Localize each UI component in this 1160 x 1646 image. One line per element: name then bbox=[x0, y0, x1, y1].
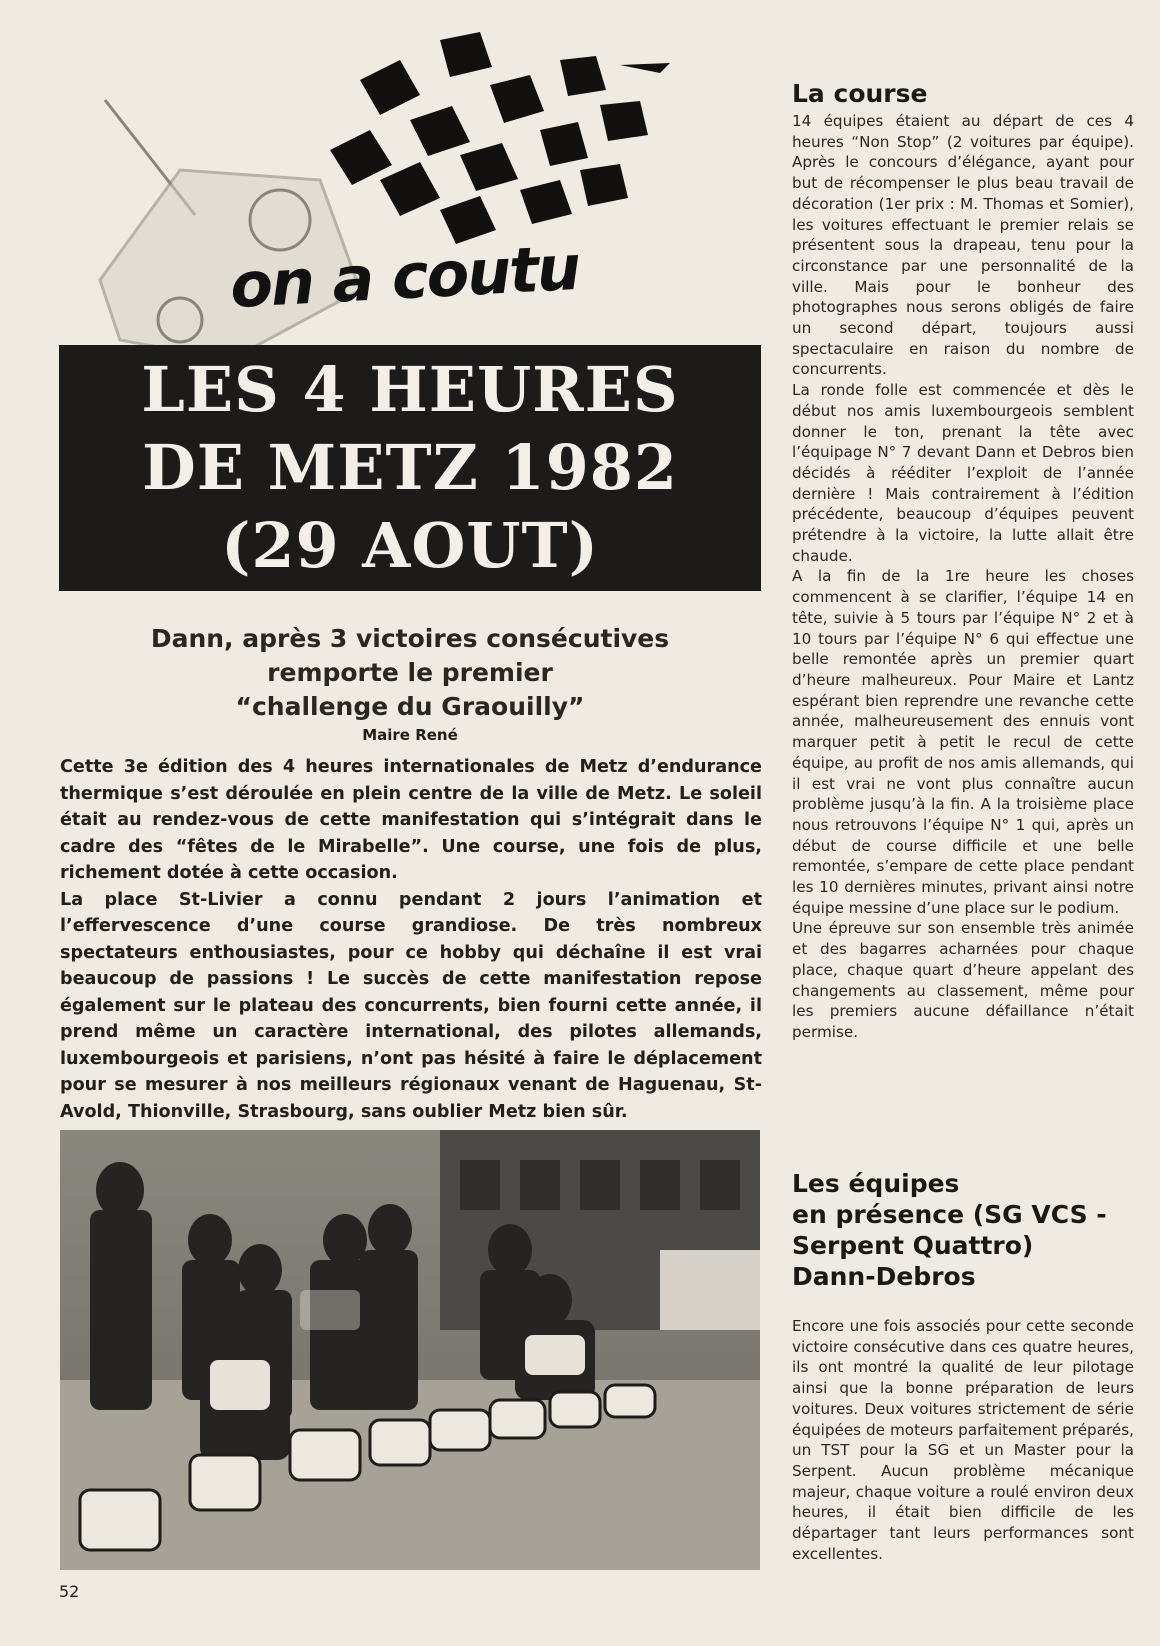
flag-squares bbox=[330, 32, 670, 244]
course-paragraph-2: La ronde folle est commencée et dès le début nos amis luxembourgeois semblent donner le ton, prenant la tête avec l’équipage N° 7 devant Dann et Debros bien décidés à rééditer l’exploit de l’année dernière ! Mais contrairement à l’édition précédente, beaucoup d’équipes peuvent prétendre à la victoire, la lutte allait être chaude. bbox=[792, 381, 1134, 565]
teams-text bbox=[792, 1316, 1134, 1564]
section-heading-course: La course bbox=[792, 79, 928, 108]
section-teams bbox=[792, 1168, 1134, 1564]
course-paragraph-1: 14 équipes étaient au départ de ces 4 heures “Non Stop” (2 voitures par équipe). Après le concours d’élégance, ayant pour but de récompenser le plus beau travail de décoration (1er prix : M. Thomas et Somier), les voitures effectuant le premier relais se présentent sous la drapeau, tenu pour la circonstance par une personnalité de la ville. Mais pour le bonheur des photographes nous serons obligés de faire un second départ, toujours aussi spectaculaire en raison du nombre de concurrents. bbox=[792, 112, 1134, 379]
intro-paragraph-2: La place St-Livier a connu pendant 2 jours l’animation et l’effervescence d’une course grandiose. De très nombreux spectateurs enthousiastes, pour ce hobby qui déchaîne il est vrai beaucoup de passions ! Le succès de cette manifestation repose également sur le plateau des concurrents, bien fourni cette année, il prend même un caractère international, des pilotes allemands, luxembourgeois et parisiens, n’ont pas hésité à faire le déplacement pour se mesurer à nos meilleurs régionaux venant de Haguenau, St-Avold, Thionville, Strasbourg, sans oublier Metz bien sûr. bbox=[60, 889, 762, 1122]
page-number: 52 bbox=[59, 1582, 80, 1601]
teams-heading-line-2: en présence (SG VCS - bbox=[792, 1200, 1107, 1229]
race-photo bbox=[60, 1130, 760, 1570]
tagline: on a coutu bbox=[228, 230, 581, 323]
subtitle-line-2: remporte le premier bbox=[267, 658, 553, 687]
teams-heading-line-4: Dann-Debros bbox=[792, 1262, 976, 1291]
headline-line-2: DE METZ 1982 bbox=[141, 431, 679, 504]
teams-heading-line-3: Serpent Quattro) bbox=[792, 1231, 1034, 1260]
teams-heading-line-1: Les équipes bbox=[792, 1169, 960, 1198]
subtitle-line-3: “challenge du Graouilly” bbox=[235, 692, 585, 721]
headline-line-3: (29 AOUT) bbox=[221, 509, 599, 582]
radio-transmitter-icon bbox=[100, 100, 360, 360]
subtitle bbox=[60, 622, 760, 724]
intro-paragraph-1: Cette 3e édition des 4 heures internationales de Metz d’endurance thermique s’est déroulée en plein centre de la ville de Metz. Le soleil était au rendez-vous de cette manifestation qui s’intégrait dans le cadre des “fêtes de le Mirabelle”. Une course, une fois de plus, richement dotée à cette occasion. bbox=[60, 757, 762, 883]
teams-paragraph: Encore une fois associés pour cette seconde victoire consécutive dans ces quatre heures, ils ont montré la qualité de leur pilotage ainsi que la bonne préparation de leurs voitures. Deux voitures strictement de série équipées de moteurs parfaitement préparés, un TST pour la SG et un Master pour la Serpent. Aucun problème mécanique majeur, chaque voiture a roulé environ deux heures, il était bien difficile de les départager tant leurs performances sont excellentes. bbox=[792, 1317, 1134, 1563]
section-course bbox=[792, 78, 1134, 1043]
course-text bbox=[792, 111, 1134, 1043]
author-byline: Maire René bbox=[362, 726, 458, 744]
course-paragraph-3: A la fin de la 1re heure les choses commencent à se clarifier, l’équipe 14 en tête, suivie à 5 tours par l’équipe N° 2 et à 10 tours par l’équipe N° 6 qui effectue une belle remontée après un premier quart d’heure malheureux. Pour Maire et Lantz espérant bien reprendre une revanche cette année, malheureusement des ennuis vont marquer petit à petit le recul de cette équipe, au profit de nos amis allemands, qui il est vrai ne vont plus connaître aucun problème jusqu’à la fin. A la troisième place nous retrouvons l’équipe N° 1 qui, après un début de course difficile et une belle remontée, s’empare de cette place pendant les 10 dernières minutes, privant ainsi notre équipe messine d’une place sur le podium. bbox=[792, 567, 1134, 917]
intro-text bbox=[60, 754, 762, 1125]
section-heading-teams bbox=[792, 1168, 1134, 1292]
course-paragraph-4: Une épreuve sur son ensemble très animée et des bagarres acharnées pour chaque place, chaque quart d’heure appelant des changements au classement, même pour les premiers aucune défaillance n’était permise. bbox=[792, 919, 1134, 1041]
headline-line-1: LES 4 HEURES bbox=[141, 353, 679, 426]
headline-box bbox=[59, 345, 761, 591]
subtitle-line-1: Dann, après 3 victoires consécutives bbox=[150, 624, 670, 653]
